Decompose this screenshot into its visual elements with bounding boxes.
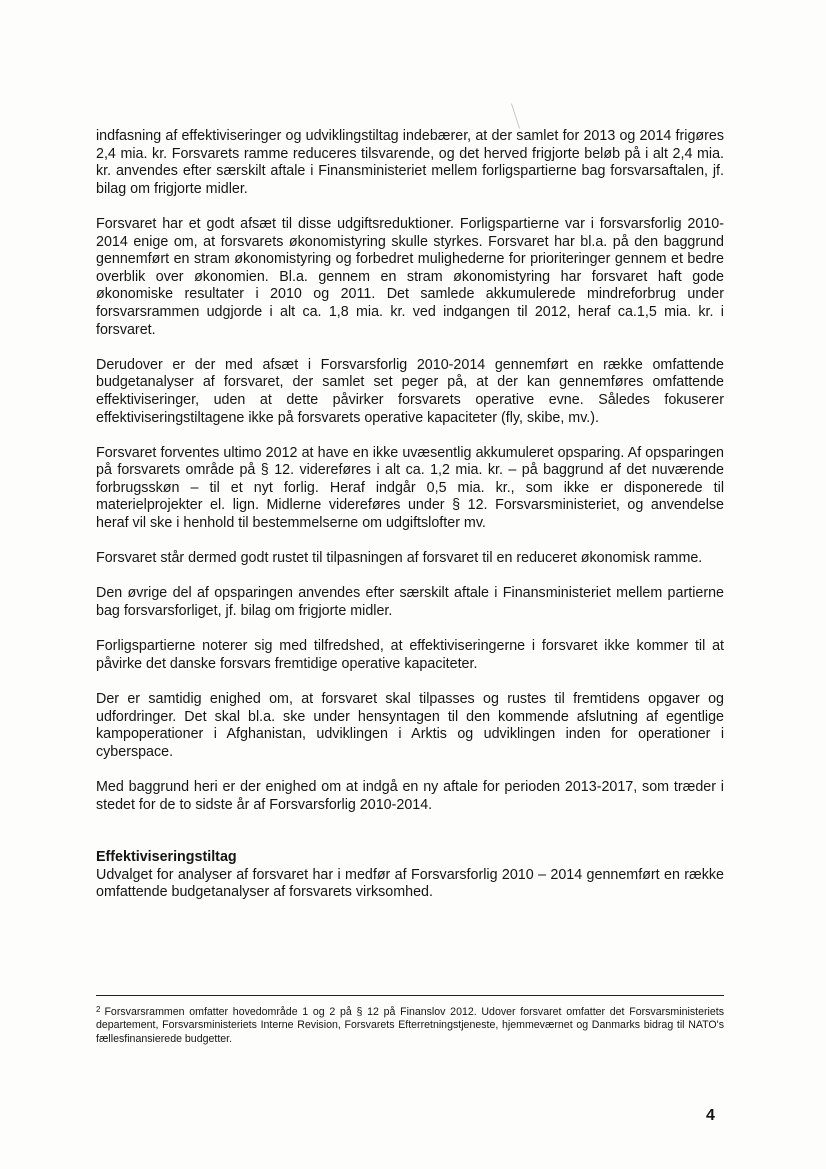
paragraph-5: Forsvaret står dermed godt rustet til tilpasningen af forsvaret til en reduceret økonomisk ramme. [96, 550, 703, 567]
paragraph-6: Den øvrige del af opsparingen anvendes efter særskilt aftale i Finansministeriet mellem partierne bag forsvarsforliget, jf. bilag om frigjorte midler. [96, 585, 724, 620]
footnote-text: Forsvarsrammen omfatter hovedområde 1 og 2 på § 12 på Finanslov 2012. Udover forsvaret omfatter det Forsvarsministeriets departement, Forsvarsministeriets Interne Revision, Forsvarets Efterretningstjeneste, hjemmeværnet og Danmarks bidrag til NATO's fællesfinansierede budgetter. [96, 1006, 724, 1045]
paragraph-4: Forsvaret forventes ultimo 2012 at have en ikke uvæsentlig akkumuleret opsparing. Af opsparingen på forsvarets område på § 12. videreføres i alt ca. 1,2 mia. kr. – på baggrund af det nuværende forbrugsskøn – til et nyt forlig. Heraf indgår 0,5 mia. kr., som ikke er disponerede til materielprojekter el. lign. Midlerne videreføres under § 12. Forsvarsministeriet, og anvendelse heraf vil ske i henhold til bestemmelserne om udgiftslofter mv. [96, 444, 724, 532]
page-body [96, 128, 724, 920]
paragraph-7: Forligspartierne noterer sig med tilfredshed, at effektiviseringerne i forsvaret ikke kommer til at påvirke det danske forsvars fremtidige operative kapaciteter. [96, 638, 724, 672]
paragraph-9: Med baggrund heri er der enighed om at indgå en ny aftale for perioden 2013-2017, som træder i stedet for de to sidste år af Forsvarsforlig 2010-2014. [96, 778, 724, 813]
footnote-marker: 2 [96, 1005, 101, 1014]
paragraph-8: Der er samtidig enighed om, at forsvaret skal tilpasses og rustes til fremtidens opgaver og udfordringer. Det skal bl.a. ske under hensyntagen til den kommende afslutning af egentlige kampoperationer i Afghanistan, udviklingen i Arktis og udviklingen inden for operationer i cyberspace. [96, 691, 724, 760]
section-heading: Effektiviseringstiltag [96, 849, 237, 866]
section-body: Udvalget for analyser af forsvaret har i medfør af Forsvarsforlig 2010 – 2014 gennemført en række omfattende budgetanalyser af forsvarets virksomhed. [96, 866, 724, 901]
footnote-divider [96, 995, 724, 996]
paragraph-2: Forsvaret har et godt afsæt til disse udgiftsreduktioner. Forligspartierne var i forsvarsforlig 2010-2014 enige om, at forsvarets økonomistyring skulle styrkes. Forsvaret har bl.a. på den baggrund gennemført en stram økonomistyring og forbedret mulighederne for prioriteringer gennem et bedre overblik over økonomien. Bl.a. gennem en stram økonomistyring har forsvaret haft gode økonomiske resultater i 2010 og 2011. Det samlede akkumulerede mindreforbrug under forsvarsrammen udgjorde i alt ca. 1,8 mia. kr. ved indgangen til 2012, heraf ca.1,5 mia. kr. i forsvaret. [96, 215, 724, 338]
scan-artifact-mark [511, 103, 520, 128]
footnote [96, 1003, 724, 1046]
page-number: 4 [706, 1107, 715, 1124]
paragraph-3: Derudover er der med afsæt i Forsvarsforlig 2010-2014 gennemført en række omfattende budgetanalyser af forsvaret, der samlet set peger på, at der kan gennemføres omfattende effektiviseringer, uden at dette påvirker forsvarets operative evne. Således fokuserer effektiviseringstiltagene ikke på forsvarets operative kapaciteter (fly, skibe, mv.). [96, 356, 724, 426]
paragraph-1: indfasning af effektiviseringer og udviklingstiltag indebærer, at der samlet for 2013 og 2014 frigøres 2,4 mia. kr. Forsvarets ramme reduceres tilsvarende, og det herved frigjorte beløb på i alt 2,4 mia. kr. anvendes efter særskilt aftale i Finansministeriet mellem forligspartierne bag forsvarsaftalen, jf. bilag om frigjorte midler. [96, 128, 724, 197]
